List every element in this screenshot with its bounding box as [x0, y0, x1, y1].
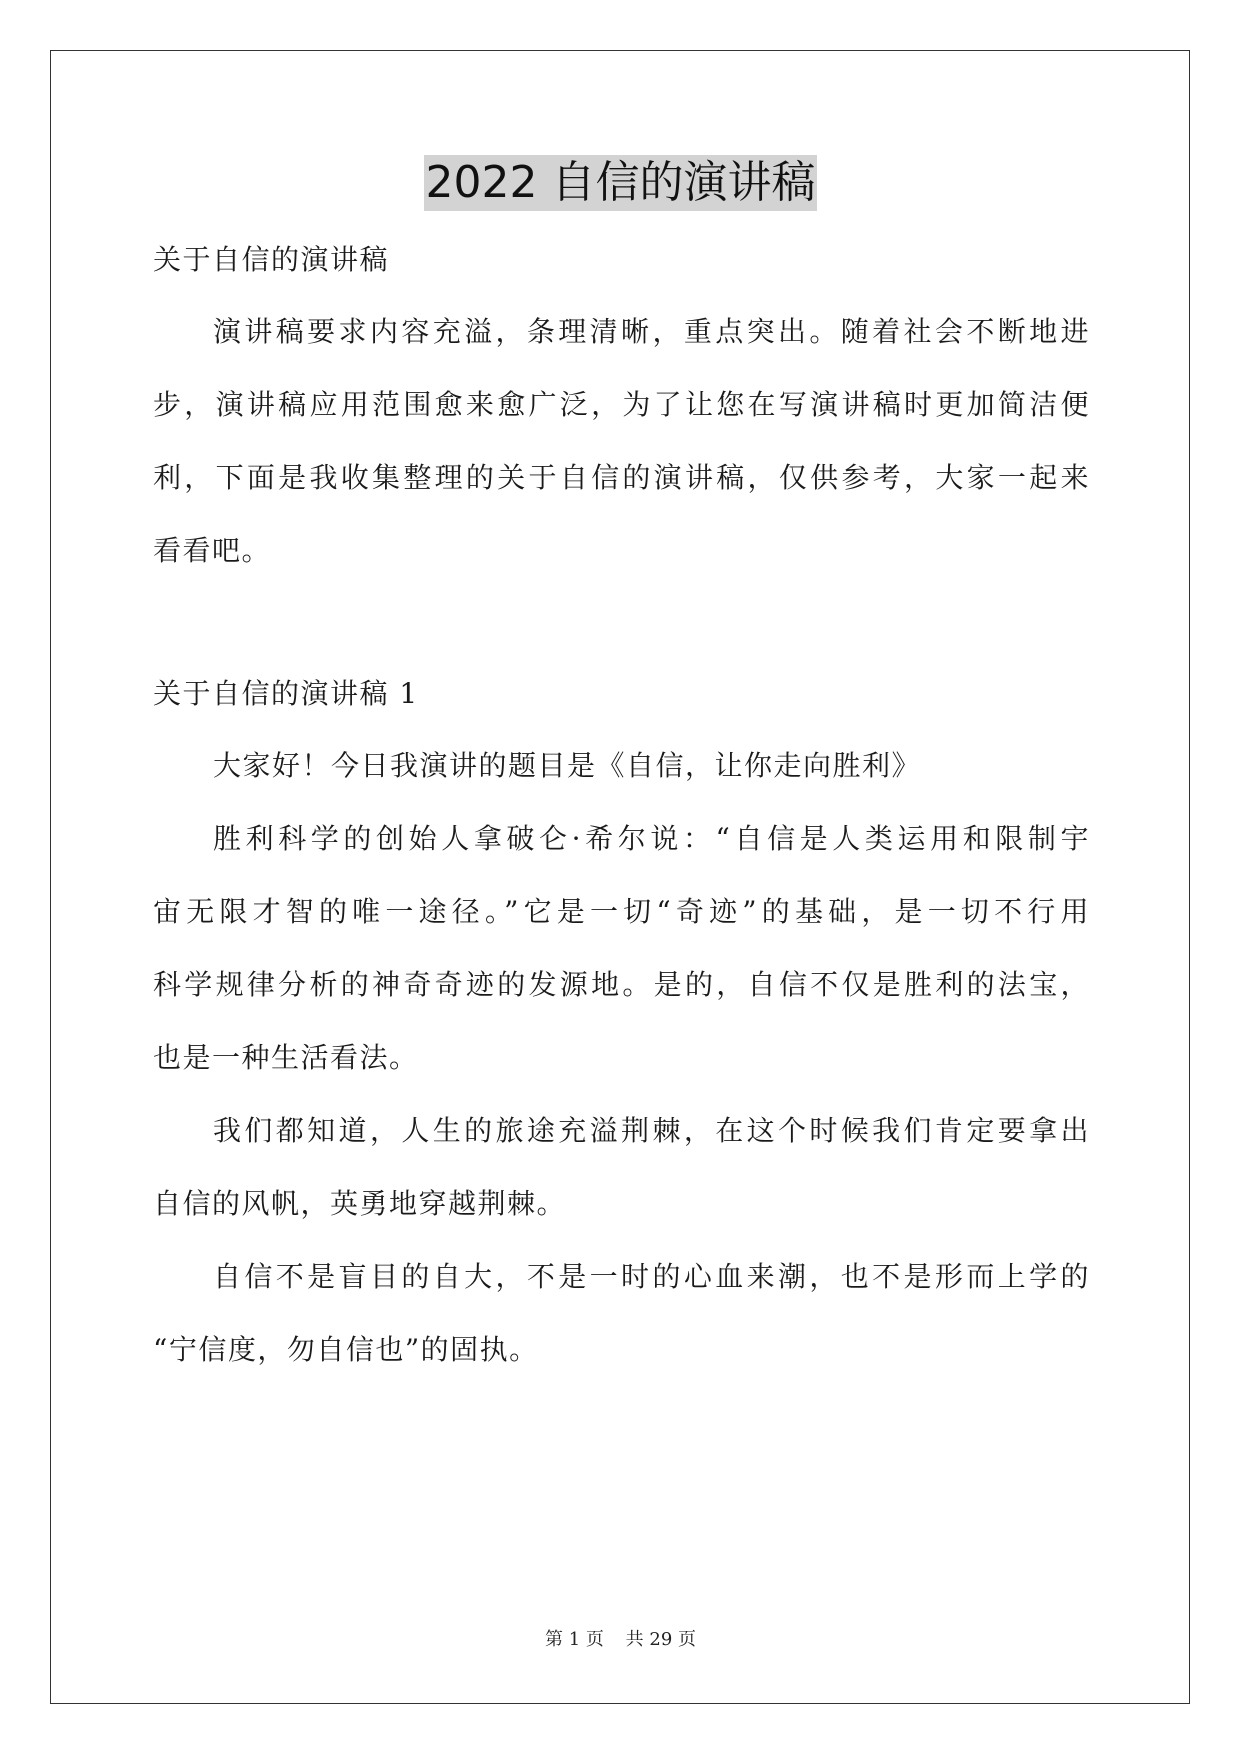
paragraph-line: 大家好！今日我演讲的题目是《自信，让你走向胜利》: [213, 749, 922, 782]
paragraph-line: 看看吧。: [153, 534, 272, 567]
paragraph-line: 自信不是盲目的自大，不是一时的心血来潮，也不是形而上学的: [213, 1260, 1090, 1293]
title-container: [0, 155, 1241, 211]
paragraph-line: 宙无限才智的唯一途径。”它是一切“奇迹”的基础，是一切不行用: [153, 895, 1090, 928]
paragraph-line: 我们都知道，人生的旅途充溢荆棘，在这个时候我们肯定要拿出: [213, 1114, 1090, 1147]
page-number: 第 1 页: [545, 1629, 604, 1650]
page-count: 共 29 页: [625, 1629, 696, 1650]
section-heading: 关于自信的演讲稿: [153, 243, 390, 276]
paragraph-line: 利，下面是我收集整理的关于自信的演讲稿，仅供参考，大家一起来: [153, 461, 1090, 494]
page-footer: [0, 1628, 1241, 1652]
page-frame: [50, 50, 1190, 1704]
paragraph-line: 胜利科学的创始人拿破仑·希尔说：“自信是人类运用和限制宇: [213, 822, 1090, 855]
paragraph-line: 演讲稿要求内容充溢，条理清晰，重点突出。随着社会不断地进: [213, 315, 1090, 348]
document-title: 2022 自信的演讲稿: [424, 155, 818, 211]
paragraph-line: “宁信度，勿自信也”的固执。: [153, 1333, 539, 1366]
paragraph-line: 自信的风帆，英勇地穿越荆棘。: [153, 1187, 567, 1220]
paragraph-line: 也是一种生活看法。: [153, 1041, 419, 1074]
section-heading: 关于自信的演讲稿 1: [153, 677, 419, 710]
paragraph-line: 科学规律分析的神奇奇迹的发源地。是的，自信不仅是胜利的法宝，: [153, 968, 1090, 1001]
paragraph-line: 步，演讲稿应用范围愈来愈广泛，为了让您在写演讲稿时更加简洁便: [153, 388, 1090, 421]
